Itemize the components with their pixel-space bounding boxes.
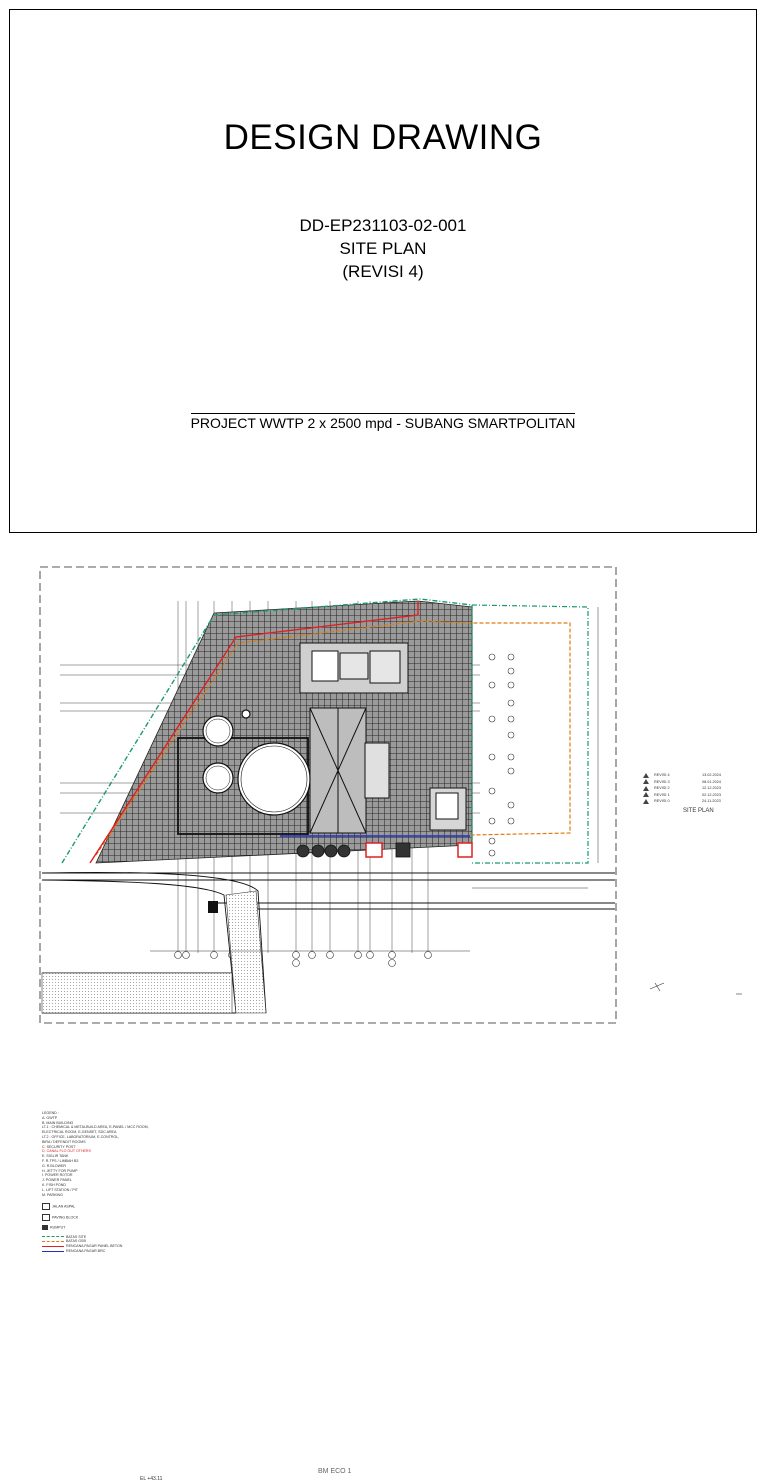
- legend-item: BIRA / DEFENDIT ROOMS: [42, 1139, 86, 1144]
- doc-revision: (REVISI 4): [342, 262, 424, 281]
- revision-triangle-icon: [643, 792, 649, 797]
- benchmark-label: BM ECO 1: [318, 1468, 352, 1475]
- site-area: [96, 601, 472, 863]
- legend-line-fence-panel: RENCANA PAGAR PANEL BETON: [42, 1244, 137, 1249]
- revision-triangle-icon: [643, 779, 649, 784]
- legend-item: D. CANAL FLO OUT OTHERS: [42, 1149, 91, 1154]
- legend-item: ELECTRICAL ROOM, E-GENSET, SDC AREA: [42, 1130, 117, 1135]
- legend-item: E. SIGLIR TANK: [42, 1154, 69, 1159]
- revision-row: REVISI 1 02.12.2023: [643, 792, 743, 799]
- revision-row: REVISI 2 12.12.2023: [643, 785, 743, 792]
- revision-triangle-icon: [643, 799, 649, 804]
- legend-line-gsb: BATAS GSB: [42, 1239, 137, 1244]
- legend-item: H. JETTY FOR PUMP: [42, 1168, 78, 1173]
- legend-item: J. POWER PANEL: [42, 1178, 72, 1183]
- revision-row: REVISI 4 13.02.2024: [643, 772, 743, 779]
- sheet-title: SITE PLAN: [683, 808, 714, 814]
- legend: [42, 1111, 149, 1254]
- doc-name: SITE PLAN: [339, 239, 427, 258]
- legend-item: L. LIFT STATION / PIT: [42, 1187, 78, 1192]
- legend-item: I. POWER ROTOR: [42, 1173, 73, 1178]
- revision-table: [643, 772, 743, 805]
- cover-doc-block: [10, 214, 756, 283]
- project-name-text: PROJECT WWTP 2 x 2500 mpd - SUBANG SMARTPOLITAN: [190, 415, 576, 431]
- legend-item: LT.1 : CHEMICAL & METALBUILD AREA, E-PANEL / MCC ROOM,: [42, 1125, 149, 1130]
- project-name: [10, 415, 756, 431]
- legend-item: M. PARKING: [42, 1192, 63, 1197]
- doc-number: DD-EP231103-02-001: [299, 216, 467, 235]
- legend-line-site: BATAS SITE: [42, 1235, 137, 1240]
- road-edge-hatch-west: [42, 973, 232, 1013]
- legend-item: LT.2 : OFFICE, LABORATORIUM, E-CONTROL,: [42, 1134, 120, 1139]
- legend-line-fence-brc: RENCANA PAGAR BRC: [42, 1249, 137, 1254]
- cover-sheet: [9, 9, 757, 533]
- revision-row: REVISI 3 08.01.2024: [643, 779, 743, 786]
- legend-item: LEGEND :: [42, 1111, 59, 1115]
- legend-symbol-asphalt: JALAN ASPAL: [42, 1203, 137, 1210]
- legend-item: G. R.BLOWER: [42, 1163, 66, 1168]
- legend-item: F. R-TPS / LIMBAH B3: [42, 1158, 79, 1163]
- legend-item: K. FISH POND: [42, 1182, 66, 1187]
- revision-row: REVISI 0 24.11.2023: [643, 798, 743, 805]
- north-mark: [650, 983, 742, 994]
- legend-item: A. GWTP: [42, 1115, 58, 1120]
- legend-item: C. SECURITY POST: [42, 1144, 76, 1149]
- legend-symbol-paving: PAVING BLOCK: [42, 1214, 137, 1221]
- legend-item: B. MAIN BUILDING: [42, 1120, 74, 1125]
- elevation-label: EL +43.11: [140, 1476, 163, 1482]
- cover-title: DESIGN DRAWING: [223, 118, 543, 157]
- power-pole: [208, 901, 218, 913]
- revision-triangle-icon: [643, 773, 649, 778]
- revision-triangle-icon: [643, 786, 649, 791]
- legend-symbol-grass: RUMPUT: [42, 1225, 137, 1230]
